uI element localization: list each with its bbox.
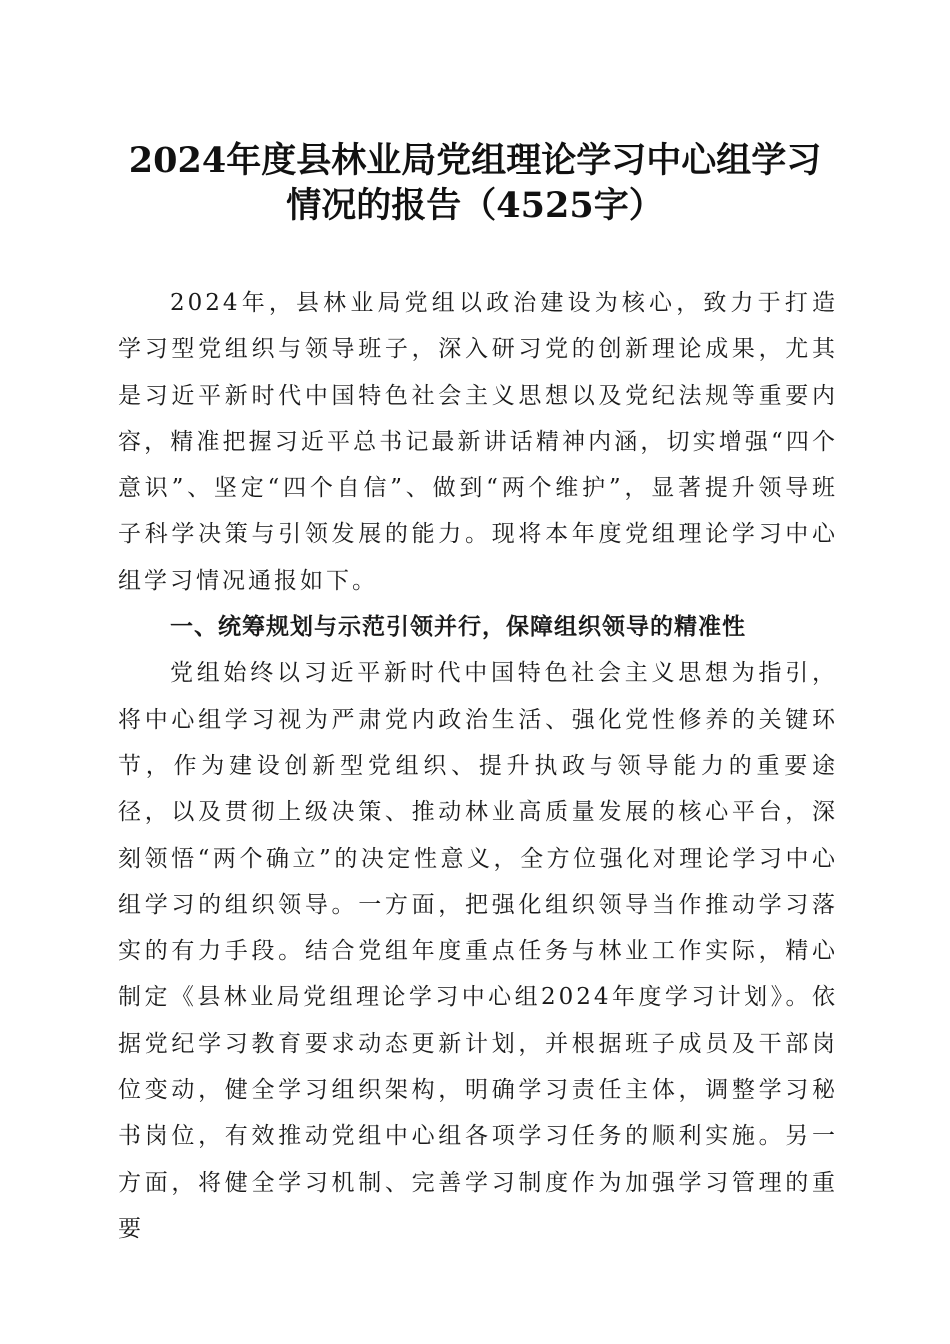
title-line-1: 2024年度县林业局党组理论学习中心组学习 <box>128 140 822 181</box>
intro-paragraph: 2024年，县林业局党组以政治建设为核心，致力于打造学习型党组织与领导班子，深入研习党的创新理论成果，尤其是习近平新时代中国特色社会主义思想以及党纪法规等重要内容，精准把握习近平总书记最新讲话精神内涵，切实增强“四个意识”、坚定“四个自信”、做到“两个维护”，显著提升领导班子科学决策与引领发展的能力。现将本年度党组理论学习中心组学习情况通报如下。 <box>118 290 838 594</box>
section-1-paragraph: 党组始终以习近平新时代中国特色社会主义思想为指引，将中心组学习视为严肃党内政治生活、强化党性修养的关键环节，作为建设创新型党组织、提升执政与领导能力的重要途径，以及贯彻上级决策、推动林业高质量发展的核心平台，深刻领悟“两个确立”的决定性意义，全方位强化对理论学习中心组学习的组织领导。一方面，把强化组织领导当作推动学习落实的有力手段。结合党组年度重点任务与林业工作实际，精心制定《县林业局党组理论学习中心组2024年度学习计划》。依据党纪学习教育要求动态更新计划，并根据班子成员及干部岗位变动，健全学习组织架构，明确学习责任主体，调整学习秘书岗位，有效推动党组中心组各项学习任务的顺利实施。另一方面，将健全学习机制、完善学习制度作为加强学习管理的重要 <box>118 660 838 1242</box>
section-1-heading: 一、统筹规划与示范引领并行，保障组织领导的精准性 <box>170 614 746 641</box>
document-body <box>118 280 838 1252</box>
title-line-2: 情况的报告（4525字） <box>286 185 664 226</box>
document-title <box>80 138 870 228</box>
